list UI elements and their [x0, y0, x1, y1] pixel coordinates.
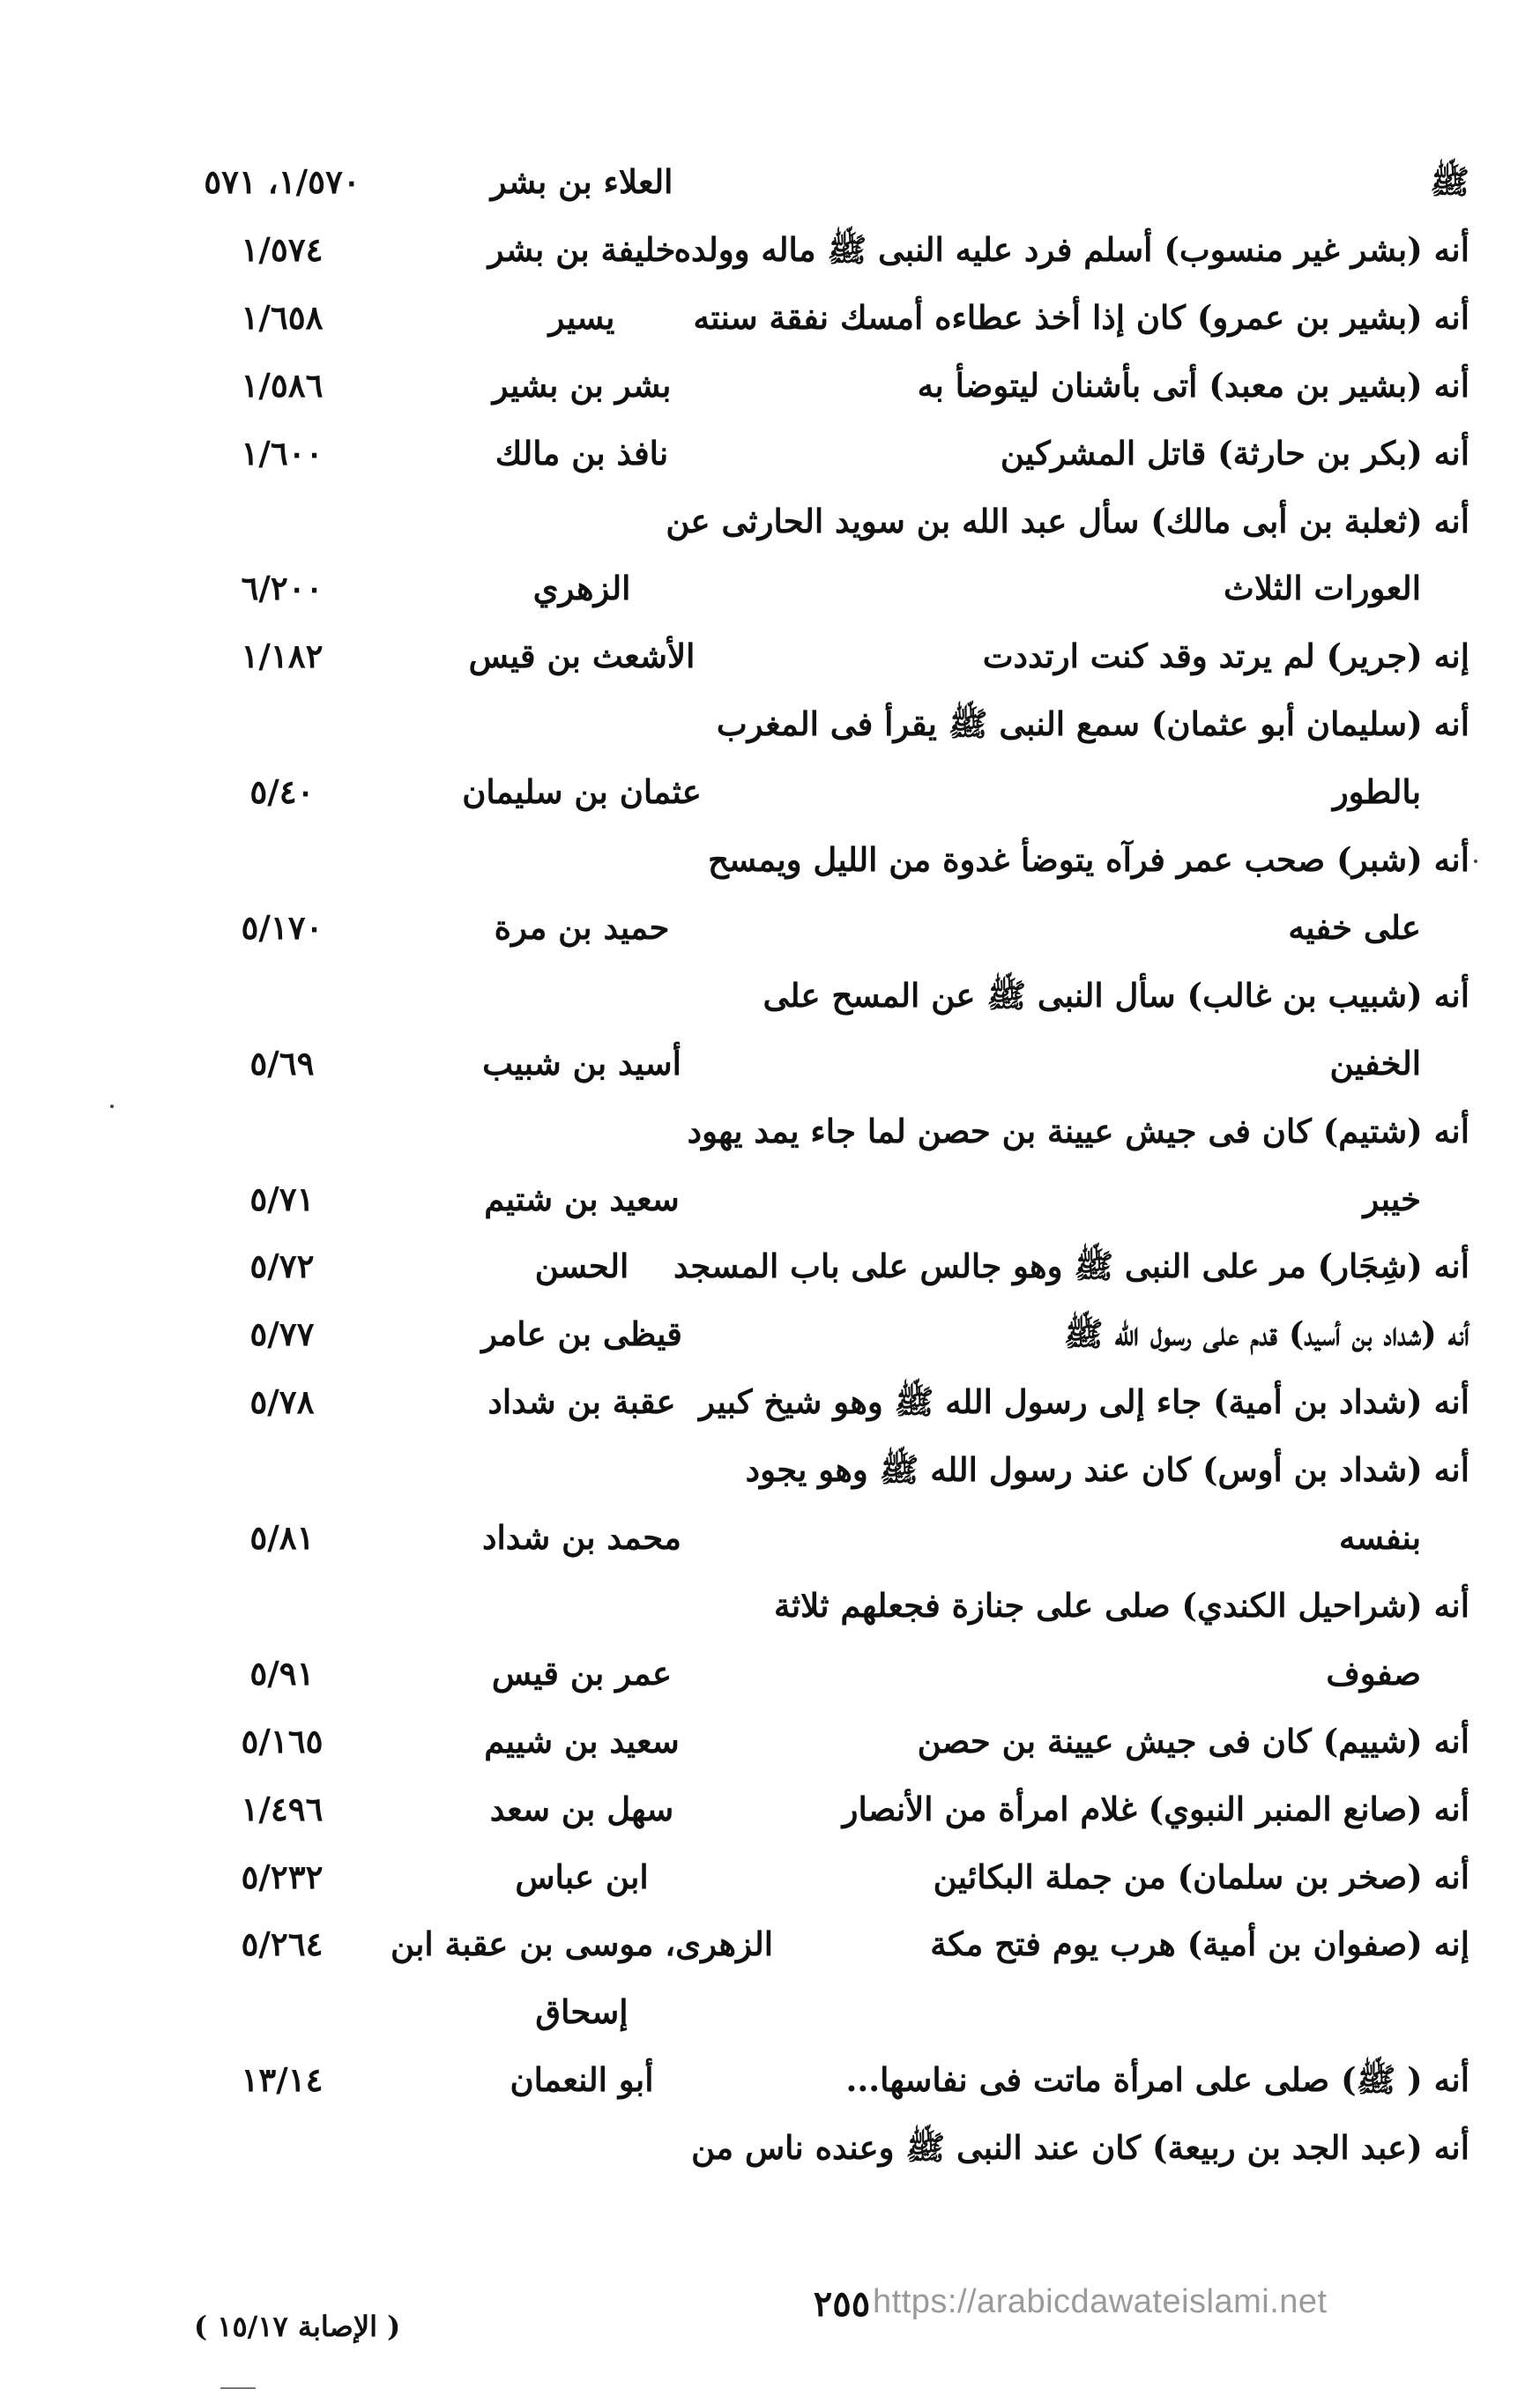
- index-row: [0, 420, 1540, 487]
- index-row: [0, 1030, 1540, 1097]
- volume-page-reference: ٥/٧١: [249, 1180, 315, 1218]
- hadith-text: على خفيه: [1288, 908, 1421, 947]
- volume-page-reference: [176, 962, 388, 1029]
- narrator-name: الأشعث بن قيس: [468, 636, 696, 675]
- narrator-name: يسير: [548, 298, 615, 337]
- hadith-text: أنه (بشير بن عمرو) كان إذا أخذ عطاءه أمسك نفقة سنته: [693, 298, 1469, 337]
- narrator-name: سعيد بن شييم: [484, 1722, 680, 1760]
- narrator-name: حميد بن مرة: [494, 908, 670, 947]
- volume-page-reference: ٥/١٦٥: [241, 1722, 324, 1760]
- hadith-text: ﷺ: [1430, 162, 1469, 201]
- hadith-text: إنه (جرير) لم يرتد وقد كنت ارتددت: [982, 636, 1469, 675]
- hadith-text: [747, 1978, 1469, 2045]
- narrator-name: أبو النعمان: [510, 2060, 654, 2099]
- hadith-text: أنه (عبد الجد بن ربيعة) كان عند النبى ﷺ وعنده ناس من: [691, 2128, 1469, 2167]
- volume-page-reference: ١/٥٨٦: [241, 366, 324, 405]
- volume-page-reference: ١٣/١٤: [241, 2060, 324, 2099]
- narrator-name: بشر بن بشير: [492, 366, 672, 405]
- hadith-text: أنه (شييم) كان فى جيش عيينة بن حصن: [917, 1722, 1469, 1760]
- scan-speck: [1474, 860, 1477, 863]
- hadith-text: العورات الثلاث: [1223, 569, 1421, 607]
- index-row: [0, 1572, 1540, 1639]
- hadith-text: أنه (ثعلبة بن أبى مالك) سأل عبد الله بن سويد الحارثى عن: [666, 502, 1469, 540]
- index-row: [0, 1436, 1540, 1503]
- index-row: [0, 1368, 1540, 1435]
- hadith-text: أنه (شبيب بن غالب) سأل النبى ﷺ عن المسح على: [763, 976, 1469, 1015]
- narrator-name: الحسن: [534, 1247, 629, 1285]
- volume-page-reference: [176, 2114, 388, 2181]
- hadith-text: بنفسه: [1338, 1518, 1421, 1557]
- hadith-text: صفوف: [1326, 1654, 1421, 1693]
- narrator-name: [388, 487, 776, 554]
- narrator-name: [388, 1572, 776, 1639]
- volume-page-reference: ٥/٧٨: [249, 1382, 315, 1421]
- volume-page-reference: [176, 1098, 388, 1165]
- index-row: [0, 216, 1540, 283]
- narrator-name: [388, 826, 776, 893]
- narrator-name: الزهري: [532, 569, 631, 607]
- index-row: [0, 894, 1540, 961]
- volume-page-reference: ١/٦٥٨: [241, 298, 324, 337]
- scan-mark: [220, 2387, 256, 2389]
- hadith-text: أنه ( ﷺ) صلى على امرأة ماتت فى نفاسها...: [845, 2060, 1469, 2099]
- narrator-name: [388, 1098, 776, 1165]
- hadith-text: الخفين: [1329, 1044, 1421, 1083]
- index-row: [0, 554, 1540, 621]
- index-row: [0, 962, 1540, 1029]
- narrator-name: سعيد بن شتيم: [484, 1180, 680, 1218]
- narrator-name: عمر بن قيس: [491, 1654, 673, 1693]
- volume-page-reference: [176, 1436, 388, 1503]
- hadith-text: إنه (صفوان بن أمية) هرب يوم فتح مكة: [930, 1924, 1469, 1963]
- index-row: [0, 1098, 1540, 1165]
- volume-page-reference: ١/١٨٢: [241, 636, 324, 675]
- hadith-text: أنه (بشير بن معبد) أتى بأشنان ليتوضأ به: [917, 366, 1469, 405]
- hadith-text: خيبر: [1363, 1180, 1421, 1218]
- narrator-name: عثمان بن سليمان: [462, 772, 702, 811]
- index-row: [0, 487, 1540, 554]
- volume-page-reference: [176, 1978, 388, 2045]
- hadith-text: أنه (شداد بن أسيد) قدم على رسول الله ﷺ: [1063, 1314, 1469, 1353]
- narrator-name: الزهرى، موسى بن عقبة ابن: [390, 1924, 774, 1963]
- narrator-name: أسيد بن شبيب: [482, 1044, 681, 1083]
- scan-speck: [110, 1105, 114, 1108]
- volume-page-reference: ١/٦٠٠: [241, 434, 324, 473]
- volume-page-reference: ١/٥٧٤: [241, 230, 324, 269]
- narrator-name: خليفة بن بشر: [487, 230, 676, 269]
- volume-page-reference: ٥/٤٠: [249, 772, 315, 811]
- index-row: [0, 1300, 1540, 1367]
- hadith-text: أنه (بشر غير منسوب) أسلم فرد عليه النبى ﷺ ماله وولده: [673, 230, 1469, 269]
- volume-page-reference: ٥/٦٩: [249, 1044, 315, 1083]
- volume-page-reference: [176, 1572, 388, 1639]
- index-row: [0, 148, 1540, 215]
- index-row: [0, 1640, 1540, 1707]
- hadith-text: أنه (شبر) صحب عمر فرآه يتوضأ غدوة من الليل ويمسح: [708, 840, 1469, 879]
- index-row: [0, 690, 1540, 757]
- watermark-url: https://arabicdawateislami.net: [873, 2283, 1328, 2320]
- hadith-text: أنه (سليمان أبو عثمان) سمع النبى ﷺ يقرأ فى المغرب: [716, 704, 1469, 743]
- narrator-name: ابن عباس: [515, 1857, 649, 1896]
- hadith-text: أنه (بكر بن حارثة) قاتل المشركين: [1000, 434, 1469, 473]
- volume-page-reference: ١/٤٩٦: [241, 1790, 324, 1828]
- narrator-name: عقبة بن شداد: [487, 1382, 676, 1421]
- index-row: [0, 352, 1540, 419]
- index-row: [0, 2114, 1540, 2181]
- narrator-name: [388, 2114, 776, 2181]
- volume-page-reference: [176, 690, 388, 757]
- volume-page-reference: [176, 826, 388, 893]
- index-row: [0, 622, 1540, 689]
- footnote-reference: ( الإصابة ١٥/١٧ ): [194, 2310, 401, 2343]
- index-row: [0, 826, 1540, 893]
- index-row: [0, 1978, 1540, 2045]
- hadith-text: أنه (شداد بن أوس) كان عند رسول الله ﷺ وهو يجود: [745, 1450, 1469, 1489]
- hadith-text: أنه (شداد بن أمية) جاء إلى رسول الله ﷺ وهو شيخ كبير: [699, 1382, 1469, 1421]
- index-row: [0, 1504, 1540, 1571]
- index-row: [0, 284, 1540, 351]
- index-row: [0, 1910, 1540, 1977]
- narrator-name: [388, 1436, 776, 1503]
- hadith-text: بالطور: [1332, 772, 1421, 811]
- volume-page-reference: ٥/٧٢: [249, 1247, 315, 1285]
- volume-page-reference: ٥/٧٧: [249, 1314, 315, 1353]
- volume-page-reference: ١/٥٧٠، ٥٧١: [204, 162, 361, 201]
- index-row: [0, 1775, 1540, 1842]
- narrator-name: محمد بن شداد: [482, 1518, 681, 1557]
- index-row: [0, 1232, 1540, 1299]
- hadith-text: أنه (صخر بن سلمان) من جملة البكائين: [933, 1857, 1469, 1896]
- narrator-name: العلاء بن بشر: [490, 162, 673, 201]
- narrator-name: قيظى بن عامر: [481, 1314, 682, 1353]
- index-row: [0, 758, 1540, 825]
- volume-page-reference: ٥/٩١: [249, 1654, 315, 1693]
- hadith-text: أنه (شِجَار) مر على النبى ﷺ وهو جالس على باب المسجد: [673, 1247, 1469, 1285]
- narrator-name: نافذ بن مالك: [495, 434, 669, 473]
- index-row: [0, 1165, 1540, 1232]
- index-row: [0, 1708, 1540, 1775]
- volume-page-reference: ٦/٢٠٠: [241, 569, 324, 607]
- narrator-name: إسحاق: [535, 1992, 629, 2031]
- hadith-text: أنه (صانع المنبر النبوي) غلام امرأة من الأنصار: [842, 1790, 1469, 1828]
- index-row: [0, 1843, 1540, 1910]
- narrator-name: سهل بن سعد: [489, 1790, 674, 1828]
- volume-page-reference: [176, 487, 388, 554]
- narrator-name: [388, 690, 776, 757]
- hadith-text: أنه (شراحيل الكندي) صلى على جنازة فجعلهم ثلاثة: [774, 1586, 1469, 1625]
- volume-page-reference: ٥/٢٦٤: [241, 1924, 324, 1963]
- page-number: ٢٥٥: [813, 2283, 871, 2325]
- volume-page-reference: ٥/١٧٠: [241, 908, 324, 947]
- volume-page-reference: ٥/٨١: [249, 1518, 315, 1557]
- hadith-text: أنه (شتيم) كان فى جيش عيينة بن حصن لما جاء يمد يهود: [687, 1112, 1469, 1150]
- index-row: [0, 2046, 1540, 2113]
- volume-page-reference: ٥/٢٣٢: [241, 1857, 324, 1896]
- narrator-name: [388, 962, 776, 1029]
